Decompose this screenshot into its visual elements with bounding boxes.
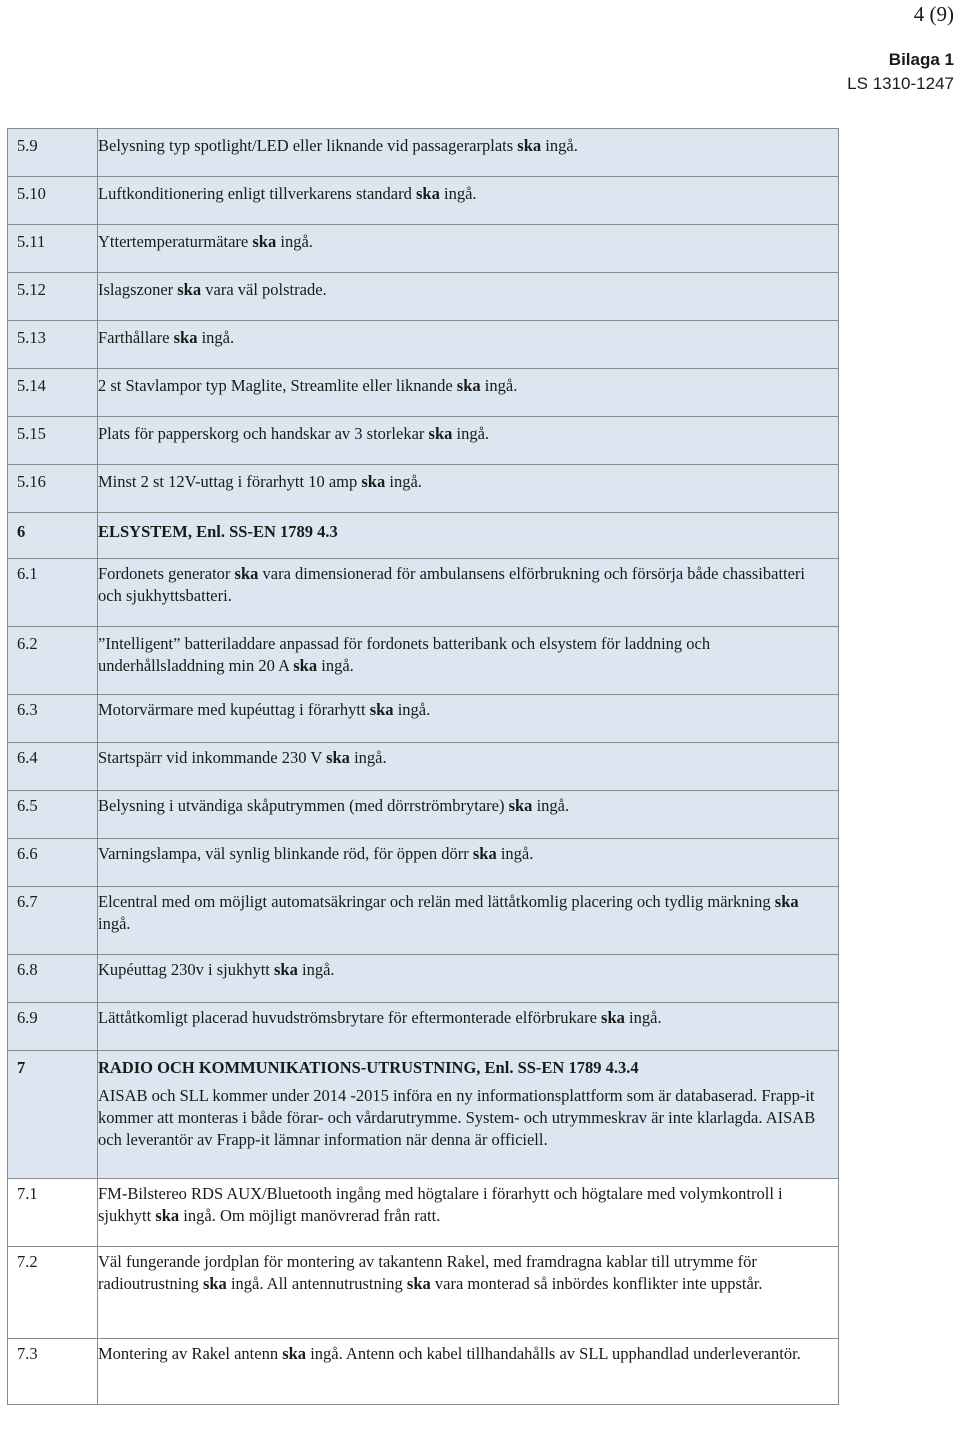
requirement-number: 5.9 <box>8 129 98 177</box>
requirement-text <box>98 839 839 887</box>
requirement-row <box>8 1247 839 1339</box>
requirement-number: 6 <box>8 513 98 559</box>
requirement-text <box>98 273 839 321</box>
requirement-description: ”Intelligent” batteriladdare anpassad för fordonets batteribank och elsystem för laddning och underhållsladdning min 20 A ska ingå. <box>98 634 711 675</box>
requirement-description: Belysning i utvändiga skåputrymmen (med dörrströmbrytare) ska ingå. <box>98 796 570 815</box>
requirement-number: 6.7 <box>8 887 98 955</box>
requirement-row <box>8 743 839 791</box>
requirement-row <box>8 465 839 513</box>
requirement-row <box>8 695 839 743</box>
requirement-number: 5.13 <box>8 321 98 369</box>
requirement-description: Plats för papperskorg och handskar av 3 storlekar ska ingå. <box>98 424 490 443</box>
requirement-row <box>8 1179 839 1247</box>
attachment-label: Bilaga 1 <box>888 50 954 69</box>
document-header <box>847 48 954 96</box>
requirement-number: 5.12 <box>8 273 98 321</box>
requirement-text <box>98 1003 839 1051</box>
requirement-description: Elcentral med om möjligt automatsäkringar och relän med lättåtkomlig placering och tydlig märkning ska ingå. <box>98 892 799 933</box>
requirement-description: Lättåtkomligt placerad huvudströmsbrytare för eftermonterade elförbrukare ska ingå. <box>98 1008 662 1027</box>
requirement-description: Yttertemperaturmätare ska ingå. <box>98 232 313 251</box>
requirement-number: 7.2 <box>8 1247 98 1339</box>
requirement-text <box>98 465 839 513</box>
section-title: ELSYSTEM, Enl. SS-EN 1789 4.3 <box>98 522 338 541</box>
requirement-row <box>8 417 839 465</box>
requirement-description: Kupéuttag 230v i sjukhytt ska ingå. <box>98 960 335 979</box>
requirement-text <box>98 177 839 225</box>
requirement-number: 6.4 <box>8 743 98 791</box>
section-row <box>8 513 839 559</box>
requirement-row <box>8 1003 839 1051</box>
requirement-text <box>98 559 839 627</box>
requirement-text <box>98 955 839 1003</box>
requirement-text <box>98 129 839 177</box>
requirement-description: Belysning typ spotlight/LED eller liknande vid passagerarplats ska ingå. <box>98 136 578 155</box>
requirement-row <box>8 129 839 177</box>
requirement-row <box>8 273 839 321</box>
requirement-row <box>8 369 839 417</box>
requirement-number: 6.8 <box>8 955 98 1003</box>
requirement-number: 7 <box>8 1051 98 1179</box>
requirement-number: 6.5 <box>8 791 98 839</box>
requirement-row <box>8 177 839 225</box>
section-note: AISAB och SLL kommer under 2014 -2015 införa en ny informationsplattform som är databaserad. Frapp-it kommer att monteras i både förar- och vårdarutrymme. System- och utrymmeskrav är inte klarlagda. AISAB och leverantör av Frapp-it lämnar information när denna är officiell. <box>98 1086 816 1149</box>
requirement-description: Islagszoner ska vara väl polstrade. <box>98 280 327 299</box>
requirement-description: Farthållare ska ingå. <box>98 328 235 347</box>
requirement-number: 5.10 <box>8 177 98 225</box>
requirement-description: FM-Bilstereo RDS AUX/Bluetooth ingång med högtalare i förarhytt och högtalare med volymkontroll i sjukhytt ska ingå. Om möjligt manövrerad från ratt. <box>98 1184 783 1225</box>
requirement-text <box>98 1051 839 1179</box>
requirement-description: Minst 2 st 12V-uttag i förarhytt 10 amp ska ingå. <box>98 472 422 491</box>
requirement-text <box>98 513 839 559</box>
requirement-description: Väl fungerande jordplan för montering av takantenn Rakel, med framdragna kablar till utrymme för radioutrustning ska ingå. All antennutrustning ska vara monterad så inbördes konflikter inte uppstår. <box>98 1252 763 1293</box>
requirement-row <box>8 321 839 369</box>
requirement-number: 6.1 <box>8 559 98 627</box>
requirement-text <box>98 369 839 417</box>
section-row <box>8 1051 839 1179</box>
requirements-table-body <box>8 129 839 1405</box>
requirement-description: Startspärr vid inkommande 230 V ska ingå. <box>98 748 387 767</box>
requirement-text <box>98 225 839 273</box>
requirement-text <box>98 887 839 955</box>
requirement-number: 6.9 <box>8 1003 98 1051</box>
requirement-row <box>8 955 839 1003</box>
requirement-text <box>98 1339 839 1405</box>
requirement-text <box>98 417 839 465</box>
requirement-row <box>8 559 839 627</box>
requirement-text <box>98 321 839 369</box>
requirement-row <box>8 1339 839 1405</box>
requirement-number: 5.11 <box>8 225 98 273</box>
requirement-description: Fordonets generator ska vara dimensionerad för ambulansens elförbrukning och försörja både chassibatteri och sjukhyttsbatteri. <box>98 564 806 605</box>
requirement-description: Montering av Rakel antenn ska ingå. Antenn och kabel tillhandahålls av SLL upphandlad underleverantör. <box>98 1344 801 1363</box>
requirement-description: 2 st Stavlampor typ Maglite, Streamlite eller liknande ska ingå. <box>98 376 518 395</box>
requirement-number: 5.16 <box>8 465 98 513</box>
requirement-number: 6.6 <box>8 839 98 887</box>
requirement-number: 7.1 <box>8 1179 98 1247</box>
requirement-text <box>98 1247 839 1339</box>
document-reference: LS 1310-1247 <box>847 74 954 93</box>
section-title: RADIO OCH KOMMUNIKATIONS-UTRUSTNING, Enl. SS-EN 1789 4.3.4 <box>98 1058 639 1077</box>
requirement-number: 6.2 <box>8 627 98 695</box>
requirement-description: Motorvärmare med kupéuttag i förarhytt ska ingå. <box>98 700 431 719</box>
requirement-text <box>98 791 839 839</box>
requirement-text <box>98 743 839 791</box>
requirement-row <box>8 839 839 887</box>
requirement-text <box>98 1179 839 1247</box>
requirement-text <box>98 627 839 695</box>
requirement-row <box>8 791 839 839</box>
requirement-row <box>8 627 839 695</box>
page-number: 4 (9) <box>913 2 954 26</box>
requirement-row <box>8 225 839 273</box>
requirements-table <box>7 128 839 1405</box>
requirement-number: 5.14 <box>8 369 98 417</box>
requirement-number: 5.15 <box>8 417 98 465</box>
requirement-row <box>8 887 839 955</box>
requirement-number: 7.3 <box>8 1339 98 1405</box>
requirement-number: 6.3 <box>8 695 98 743</box>
requirement-description: Varningslampa, väl synlig blinkande röd, för öppen dörr ska ingå. <box>98 844 534 863</box>
requirement-description: Luftkonditionering enligt tillverkarens standard ska ingå. <box>98 184 477 203</box>
requirement-text <box>98 695 839 743</box>
